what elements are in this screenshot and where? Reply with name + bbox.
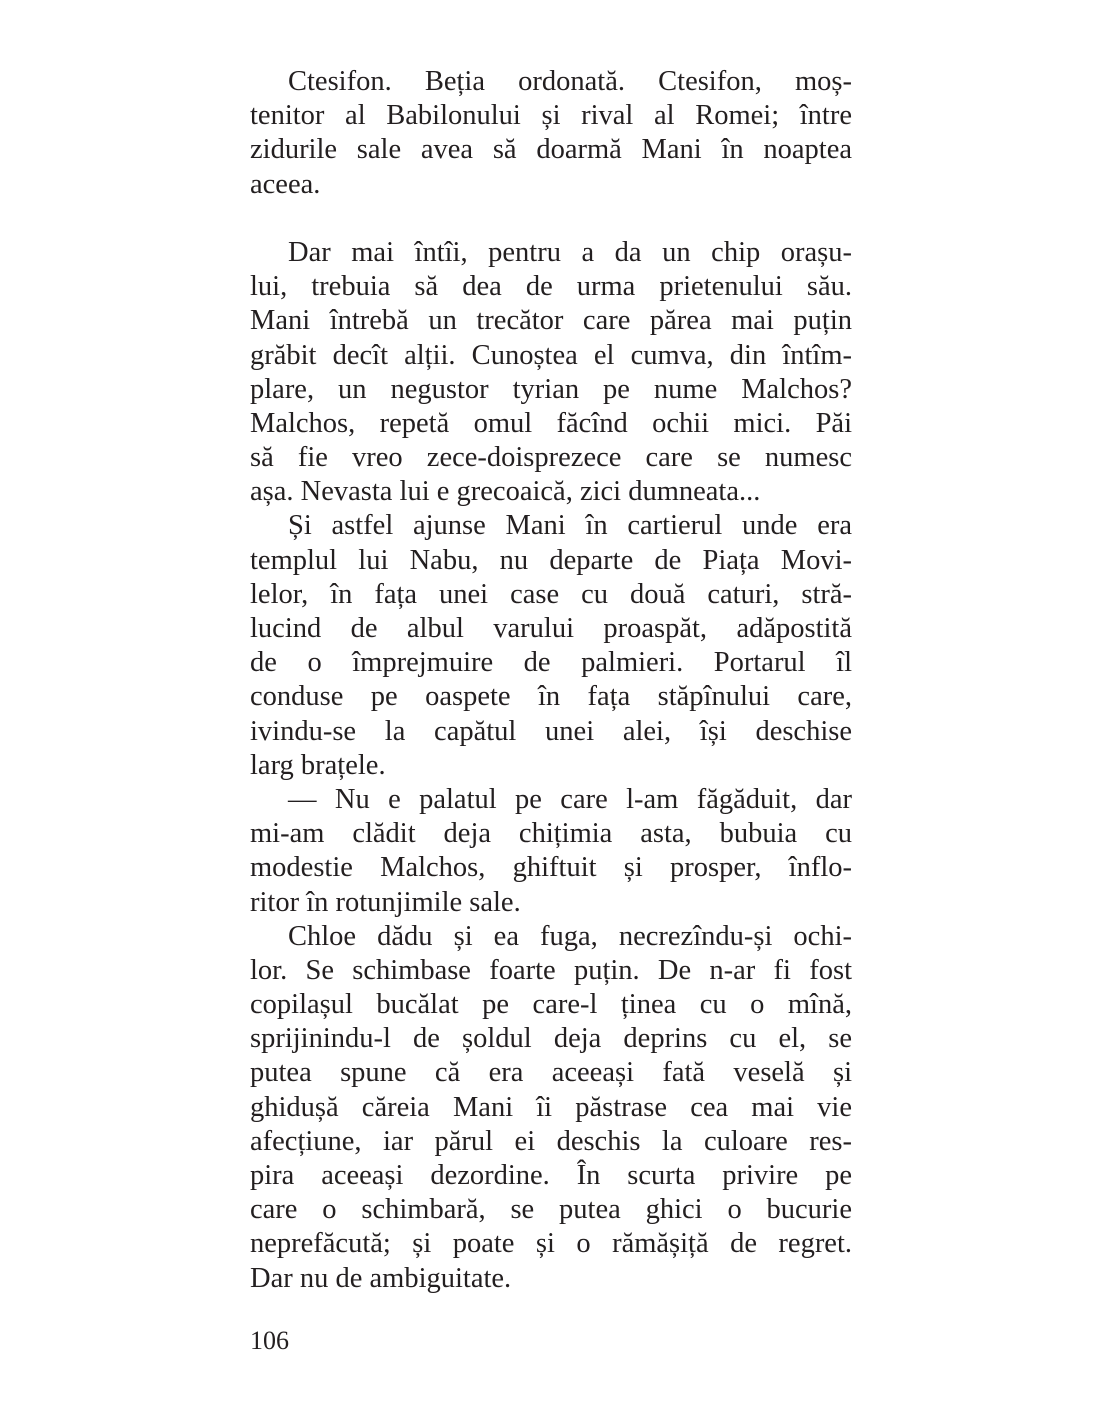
- text-line: afecțiune, iar părul ei deschis la culoare res-: [250, 1125, 852, 1157]
- page-number: 106: [250, 1326, 289, 1355]
- text-line: lui, trebuia să dea de urma prietenului său.: [250, 271, 852, 303]
- text-line: tenitor al Babilonului și rival al Romei; între: [250, 100, 852, 132]
- page-body: [250, 65, 852, 1296]
- text-line: ghidușă căreia Mani îi păstrase cea mai vie: [250, 1091, 852, 1123]
- paragraph: [250, 783, 852, 920]
- text-line: sprijinindu-l de șoldul deja deprins cu el, se: [250, 1023, 852, 1055]
- text-line: ivindu-se la capătul unei alei, își deschise: [250, 715, 852, 747]
- paragraph: [250, 65, 852, 202]
- text-line: templul lui Nabu, nu departe de Piața Movi-: [250, 544, 852, 576]
- text-line: Dar nu de ambiguitate.: [250, 1262, 512, 1294]
- text-line: copilașul bucălat pe care-l ținea cu o mînă,: [250, 989, 852, 1021]
- text-line: lucind de albul varului proaspăt, adăpostită: [250, 613, 852, 644]
- text-line: putea spune că era aceeași fată veselă și: [250, 1057, 852, 1089]
- text-line: așa. Nevasta lui e grecoaică, zici dumneata...: [250, 476, 761, 508]
- text-line: zidurile sale avea să doarmă Mani în noaptea: [250, 134, 852, 166]
- text-line: care o schimbară, se putea ghici o bucurie: [250, 1194, 852, 1226]
- paragraph: [250, 509, 852, 783]
- text-line: aceea.: [250, 168, 321, 200]
- text-line: Malchos, repetă omul făcînd ochii mici. Păi: [250, 407, 852, 439]
- text-line: Și astfel ajunse Mani în cartierul unde era: [288, 510, 852, 542]
- text-line: neprefăcută; și poate și o rămășiță de regret.: [250, 1228, 852, 1260]
- text-line: ritor în rotunjimile sale.: [250, 886, 521, 918]
- text-line: Chloe dădu și ea fuga, necrezîndu-și ochi-: [288, 920, 852, 952]
- text-line: conduse pe oaspete în fața stăpînului care,: [250, 681, 852, 713]
- text-line: Dar mai întîi, pentru a da un chip orașu-: [288, 236, 852, 268]
- text-line: mi-am clădit deja chițimia asta, bubuia cu: [250, 818, 852, 850]
- text-line: lelor, în fața unei case cu două caturi, stră-: [250, 578, 852, 610]
- text-line: pira aceeași dezordine. În scurta privire pe: [250, 1160, 852, 1191]
- text-line: să fie vreo zece-doisprezece care se numesc: [250, 442, 852, 474]
- text-line: lor. Se schimbase foarte puțin. De n-ar fi fost: [250, 954, 852, 986]
- text-line: — Nu e palatul pe care l-am făgăduit, dar: [288, 783, 852, 815]
- text-line: larg brațele.: [250, 749, 386, 781]
- text-line: grăbit decît alții. Cunoștea el cumva, din întîm-: [250, 339, 852, 371]
- paragraph: [250, 920, 852, 1296]
- paragraph: [250, 236, 852, 510]
- text-line: Ctesifon. Beția ordonată. Ctesifon, moș-: [288, 66, 852, 97]
- text-line: plare, un negustor tyrian pe nume Malchos?: [250, 373, 852, 405]
- text-line: Mani întrebă un trecător care părea mai puțin: [250, 305, 852, 337]
- text-line: de o împrejmuire de palmieri. Portarul îl: [250, 647, 852, 679]
- text-line: modestie Malchos, ghiftuit și prosper, înflo-: [250, 852, 852, 884]
